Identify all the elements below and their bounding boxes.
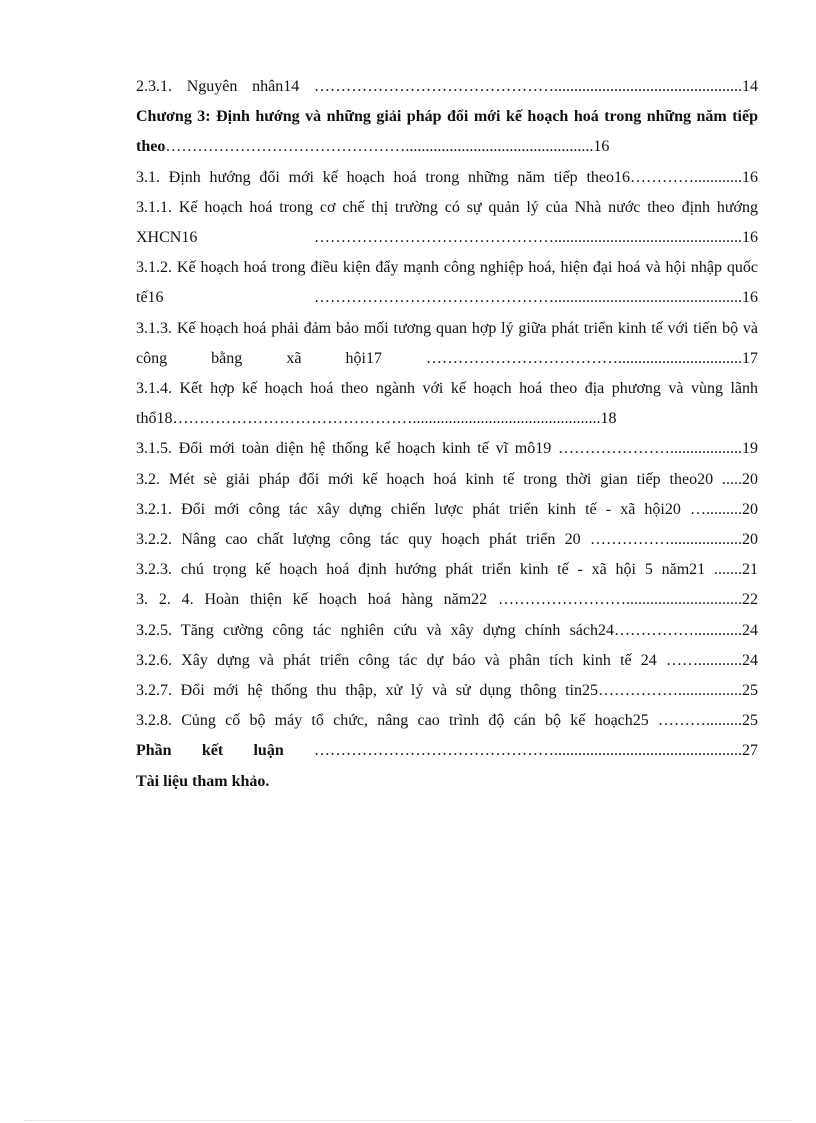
toc-entry[interactable]: 3.2.3. chú trọng kế hoạch hoá định hướng phát triển kinh tế - xã hội 5 năm21 .......21 bbox=[136, 561, 759, 579]
toc-entry[interactable]: Phần kết luận ………………………………………...............................................27 bbox=[136, 742, 759, 760]
toc-entry[interactable]: 3.1.4. Kết hợp kế hoạch hoá theo ngành với kế hoạch hoá theo địa phương và vùng lãnh thổ18………………………………………...............................................18 bbox=[136, 380, 758, 428]
toc-entry[interactable]: 3.1.2. Kế hoạch hoá trong điều kiện đẩy mạnh công nghiệp hoá, hiện đại hoá và hội nhập quốc tế16 ………………………………………...............................................16 bbox=[136, 259, 758, 307]
toc-entry[interactable]: 3. 2. 4. Hoàn thiện kế hoạch hoá hàng năm22 …………………….............................22 bbox=[136, 591, 759, 609]
table-of-contents bbox=[136, 72, 758, 797]
toc-entry[interactable]: 3.1. Định hướng đổi mới kế hoạch hoá trong những năm tiếp theo16…………............16 bbox=[136, 168, 758, 186]
toc-entry[interactable]: 2.3.1. Nguyên nhân14 ………………………………………...............................................14 bbox=[136, 78, 758, 95]
toc-entry[interactable]: 3.2.5. Tăng cường công tác nghiên cứu và xây dựng chính sách24……………............24 bbox=[136, 621, 758, 639]
toc-entry[interactable]: 3.2.7. Đổi mới hệ thống thu thập, xử lý và sử dụng thông tin25……………................25 bbox=[136, 682, 758, 700]
toc-entry[interactable]: 3.2.1. Đổi mới công tác xây dựng chiến lược phát triển kinh tế - xã hội20 ….........20 bbox=[136, 500, 759, 518]
toc-entry[interactable]: 3.2. Mét sè giải pháp đổi mới kế hoạch hoá kinh tế trong thời gian tiếp theo20 .....20 bbox=[136, 470, 758, 488]
toc-entry[interactable]: 3.1.3. Kế hoạch hoá phải đảm bảo mối tương quan hợp lý giữa phát triển kinh tế với tiến bộ và công bằng xã hội17 ………………………………...............................17 bbox=[136, 319, 758, 367]
toc-entry[interactable]: 3.2.8. Củng cố bộ máy tổ chức, nâng cao trình độ cán bộ kế hoạch25 ……….........25 bbox=[136, 712, 759, 730]
toc-entry[interactable]: 3.1.5. Đổi mới toàn diện hệ thống kế hoạch kinh tế vĩ mô19 …………………..................19 bbox=[136, 440, 759, 458]
toc-entry[interactable]: 3.1.1. Kế hoạch hoá trong cơ chế thị trường có sự quản lý của Nhà nước theo định hướng XHCN16 ………………………………………...............................................16 bbox=[136, 198, 758, 247]
toc-entry[interactable]: Tài liệu tham khảo. bbox=[136, 772, 270, 790]
toc-entry[interactable]: 3.2.6. Xây dựng và phát triển công tác dự báo và phân tích kinh tế 24 ……...........24 bbox=[136, 651, 758, 669]
toc-entry[interactable]: Chương 3: Định hướng và những giải pháp đổi mới kế hoạch hoá trong những năm tiếp theo………………………………………...............................................16 bbox=[136, 108, 758, 156]
toc-entry[interactable]: 3.2.2. Nâng cao chất lượng công tác quy hoạch phát triển 20 ……………..................20 bbox=[136, 531, 759, 549]
page-bottom-rule bbox=[24, 1120, 792, 1121]
